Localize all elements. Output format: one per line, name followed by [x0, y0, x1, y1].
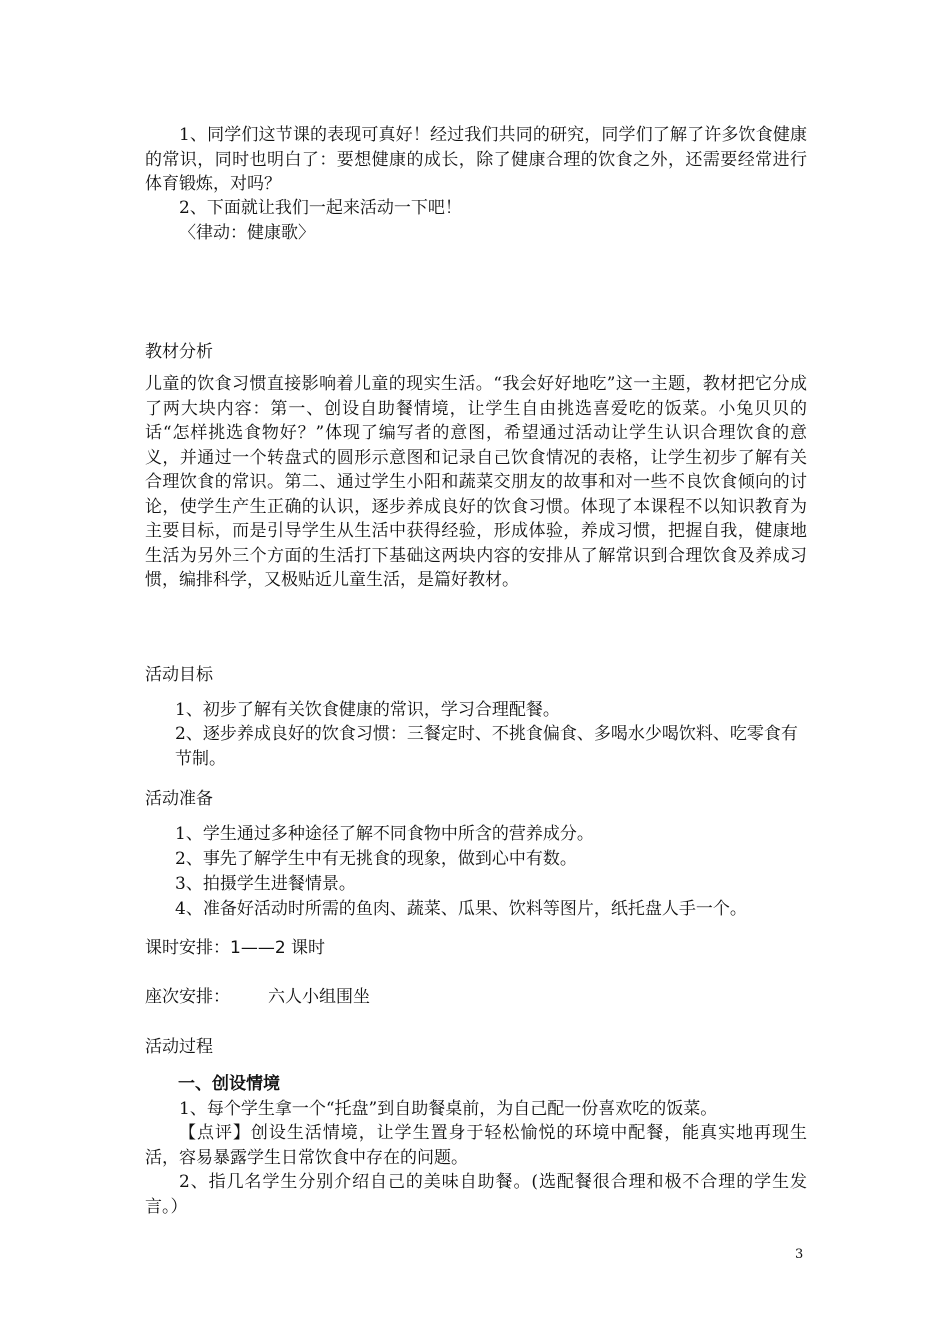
- intro-paragraph-3: 〈律动：健康歌〉: [179, 223, 315, 243]
- preparation-item-2: 2、事先了解学生中有无挑食的现象，做到心中有数。: [175, 849, 577, 869]
- schedule-value: 1——2 课时: [230, 938, 326, 958]
- process-section1-title: 一、创设情境: [178, 1074, 280, 1094]
- seating-value: 六人小组围坐: [268, 987, 370, 1007]
- process-heading: 活动过程: [145, 1037, 213, 1057]
- seating-line: [145, 985, 807, 1010]
- intro-paragraph-1: 1、同学们这节课的表现可真好！经过我们共同的研究，同学们了解了许多饮食健康的常识，同时也明白了：要想健康的成长，除了健康合理的饮食之外，还需要经常进行体育锻炼，对吗？: [145, 125, 807, 194]
- analysis-heading: 教材分析: [145, 342, 213, 362]
- preparation-item-1: 1、学生通过多种途径了解不同食物中所含的营养成分。: [175, 824, 594, 844]
- process-comment: 【点评】创设生活情境，让学生置身于轻松愉悦的环境中配餐，能真实地再现生活，容易暴露学生日常饮食中存在的问题。: [145, 1123, 807, 1168]
- schedule-line: [145, 936, 807, 961]
- seating-label: 座次安排：: [145, 987, 230, 1007]
- preparation-item-4: 4、准备好活动时所需的鱼肉、蔬菜、瓜果、饮料等图片，纸托盘人手一个。: [175, 899, 747, 919]
- goals-heading: 活动目标: [145, 665, 213, 685]
- intro-paragraph-2: 2、下面就让我们一起来活动一下吧！: [179, 198, 462, 218]
- page-number: 3: [795, 1247, 804, 1262]
- process-step-2: 2、指几名学生分别介绍自己的美味自助餐。(选配餐很合理和极不合理的学生发言。）: [145, 1172, 807, 1217]
- schedule-label: 课时安排：: [145, 938, 230, 958]
- goals-item-2: 2、逐步养成良好的饮食习惯：三餐定时、不挑食偏食、多喝水少喝饮料、吃零食有节制。: [175, 724, 798, 769]
- preparation-heading: 活动准备: [145, 789, 213, 809]
- goals-item-1: 1、初步了解有关饮食健康的常识，学习合理配餐。: [175, 700, 560, 720]
- process-step-1: 1、每个学生拿一个“托盘”到自助餐桌前，为自己配一份喜欢吃的饭菜。: [179, 1099, 718, 1119]
- analysis-body: 儿童的饮食习惯直接影响着儿童的现实生活。“我会好好地吃”这一主题，教材把它分成了两大块内容：第一、创设自助餐情境，让学生自由挑选喜爱吃的饭菜。小兔贝贝的话“怎样挑选食物好？”体现了编写者的意图，希望通过活动让学生认识合理饮食的意义，并通过一个转盘式的圆形示意图和记录自己饮食情况的表格，让学生初步了解有关合理饮食的常识。第二、通过学生小阳和蔬菜交朋友的故事和对一些不良饮食倾向的讨论，使学生产生正确的认识，逐步养成良好的饮食习惯。体现了本课程不以知识教育为主要目标，而是引导学生从生活中获得经验，形成体验，养成习惯，把握自我，健康地生活为另外三个方面的生活打下基础这两块内容的安排从了解常识到合理饮食及养成习惯，编排科学，又极贴近儿童生活，是篇好教材。: [145, 374, 807, 590]
- preparation-item-3: 3、拍摄学生进餐情景。: [175, 874, 356, 894]
